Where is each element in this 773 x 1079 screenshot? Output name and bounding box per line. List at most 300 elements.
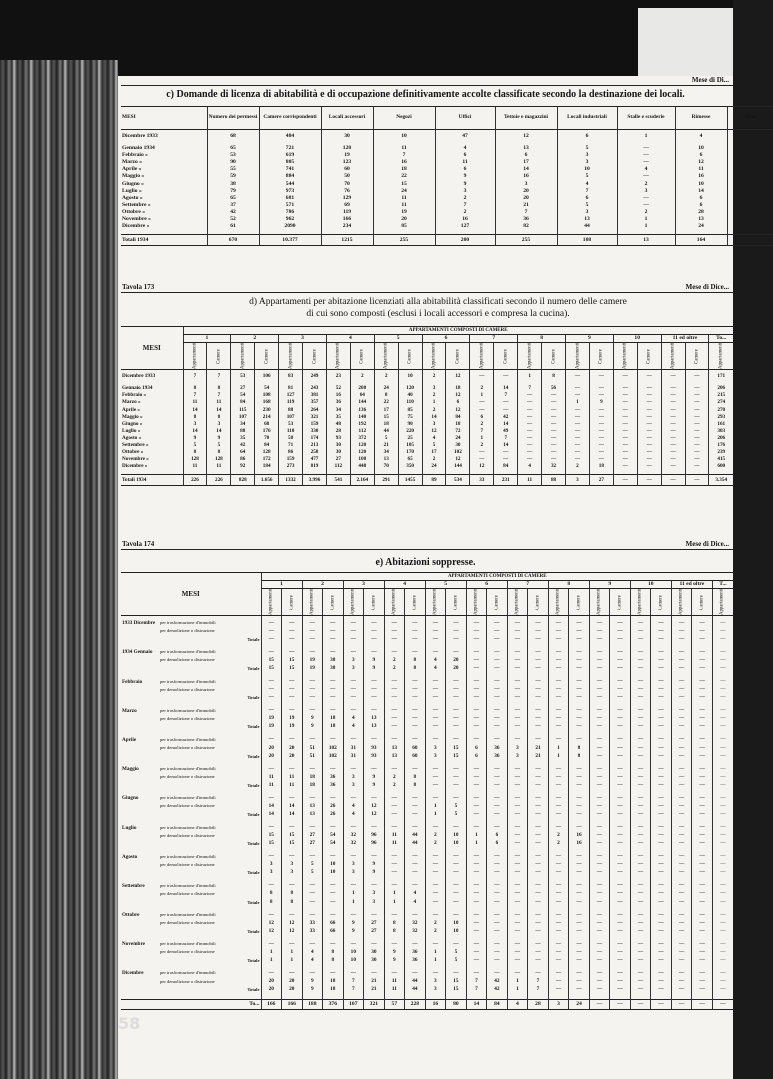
line-label: per demolizione o distruzione: [160, 890, 215, 896]
room-count-header: 10: [630, 581, 671, 589]
rooms-header: Camere: [528, 589, 549, 616]
table-d: [121, 326, 733, 486]
table-cell: —: [446, 627, 467, 635]
table-cell: —: [569, 656, 590, 664]
table-cell: —: [566, 428, 590, 435]
table-cell: —: [610, 986, 631, 994]
table-cell: 66: [323, 919, 344, 927]
month-label-cell: [121, 911, 261, 919]
table-cell: —: [566, 373, 590, 380]
room-count-header: 1: [183, 335, 231, 343]
table-cell: 54: [255, 385, 279, 392]
table-cell: 1: [617, 133, 675, 140]
table-cell: 10: [323, 869, 344, 877]
total-cell: —: [610, 999, 631, 1009]
table-cell: —: [589, 707, 610, 715]
table-row: [121, 209, 773, 216]
table-cell: 14: [183, 428, 207, 435]
table-cell: —: [446, 882, 467, 890]
month-line-row: [121, 707, 733, 715]
table-cell: —: [548, 940, 569, 948]
table-e-right: Mese di Dice...: [685, 540, 729, 548]
table-cell: —: [261, 736, 282, 744]
table-cell: —: [685, 385, 709, 392]
month-label-cell: [121, 861, 261, 869]
table-cell: 11: [183, 399, 207, 406]
room-count-header: 1: [261, 581, 302, 589]
rooms-header: Camere: [589, 343, 613, 370]
table-cell: —: [671, 781, 692, 789]
column-header: Note: [727, 107, 773, 130]
table-cell: 18: [446, 421, 470, 428]
table-cell: —: [566, 435, 590, 442]
table-cell: —: [548, 948, 569, 956]
table-cell: —: [671, 882, 692, 890]
table-cell: —: [528, 635, 549, 643]
line-label: per trasformazione d'immobili: [160, 882, 216, 888]
month-line-row: [121, 619, 733, 627]
table-row: [121, 133, 773, 140]
scan-corner: [638, 8, 733, 78]
table-cell: 61: [207, 223, 259, 230]
total-cell: 164: [675, 235, 727, 246]
table-cell: 14: [207, 428, 231, 435]
table-cell: —: [630, 665, 651, 673]
table-cell: 69: [321, 202, 373, 209]
table-cell: —: [548, 794, 569, 802]
table-cell: —: [692, 978, 713, 986]
table-cell: 5: [446, 948, 467, 956]
table-cell: 8: [261, 890, 282, 898]
table-cell: —: [610, 781, 631, 789]
table-cell: —: [671, 840, 692, 848]
table-cell: 2: [425, 927, 446, 935]
table-cell: —: [405, 723, 426, 731]
table-cell: 5: [302, 869, 323, 877]
table-cell: —: [610, 956, 631, 964]
table-cell: 168: [255, 399, 279, 406]
table-cell: 70: [255, 435, 279, 442]
month-line-row: [121, 765, 733, 773]
table-cell: 14: [422, 414, 446, 421]
table-cell: —: [425, 853, 446, 861]
month-line-row: [121, 802, 733, 810]
table-cell: 7: [343, 978, 364, 986]
table-cell: 6: [487, 840, 508, 848]
table-cell: 15: [282, 832, 303, 840]
apartments-header: Appartamenti: [566, 343, 590, 370]
line-label: Totale: [247, 957, 260, 963]
table-cell: 3: [507, 744, 528, 752]
table-cell: —: [282, 619, 303, 627]
table-cell: 33: [302, 927, 323, 935]
table-cell: —: [651, 861, 672, 869]
total-cell: —: [613, 475, 637, 486]
table-row: [121, 414, 733, 421]
table-cell: 50: [321, 173, 373, 180]
table-cell: —: [364, 736, 385, 744]
table-cell: —: [692, 648, 713, 656]
table-cell: —: [446, 794, 467, 802]
table-cell: 6: [675, 195, 727, 202]
table-cell: —: [466, 665, 487, 673]
table-cell: —: [610, 940, 631, 948]
table-cell: 192: [350, 421, 374, 428]
table-d-rule: [121, 292, 733, 293]
table-cell: 12: [282, 927, 303, 935]
apartments-header: Appartamenti: [326, 343, 350, 370]
table-cell: —: [617, 145, 675, 152]
table-cell: [727, 216, 773, 223]
table-cell: —: [589, 969, 610, 977]
table-cell: 721: [259, 145, 321, 152]
table-cell: —: [364, 694, 385, 702]
table-cell: —: [282, 853, 303, 861]
table-cell: —: [548, 969, 569, 977]
table-cell: 54: [323, 840, 344, 848]
table-cell: —: [466, 694, 487, 702]
total-cell: 200: [435, 235, 495, 246]
total-cell: 1.656: [255, 475, 279, 486]
table-cell: —: [507, 773, 528, 781]
table-cell: 27: [364, 927, 385, 935]
table-cell: —: [261, 794, 282, 802]
table-cell: —: [487, 890, 508, 898]
table-cell: 8: [323, 956, 344, 964]
table-cell: —: [617, 152, 675, 159]
table-cell: —: [446, 678, 467, 686]
apartments-header: Appartamenti: [302, 589, 323, 616]
table-cell: —: [487, 707, 508, 715]
table-cell: —: [302, 890, 323, 898]
table-cell: —: [712, 723, 733, 731]
table-cell: 53: [231, 373, 255, 380]
table-cell: 15: [446, 986, 467, 994]
table-cell: 2: [384, 665, 405, 673]
table-cell: 13: [374, 456, 398, 463]
table-cell: Dicembre 1933: [122, 373, 156, 380]
total-cell: —: [651, 999, 672, 1009]
table-cell: —: [364, 969, 385, 977]
month-name: Febbraio: [122, 678, 143, 685]
table-cell: —: [661, 392, 685, 399]
table-cell: —: [528, 919, 549, 927]
table-cell: Febbraio »: [122, 152, 148, 159]
table-cell: Maggio »: [122, 413, 143, 420]
month-label-cell: [121, 736, 261, 744]
table-cell: —: [692, 919, 713, 927]
table-cell: —: [528, 811, 549, 819]
table-cell: 16: [569, 840, 590, 848]
table-cell: 2: [566, 463, 590, 470]
table-cell: —: [528, 882, 549, 890]
table-cell: —: [364, 707, 385, 715]
apartments-header: Appartamenti: [422, 343, 446, 370]
table-cell: —: [470, 373, 494, 380]
table-cell: —: [528, 736, 549, 744]
table-cell: —: [589, 940, 610, 948]
table-cell: —: [692, 752, 713, 760]
month-label-cell: [121, 627, 261, 635]
table-cell: 11: [207, 399, 231, 406]
rooms-header: Camere: [323, 589, 344, 616]
table-cell: —: [384, 707, 405, 715]
table-cell: —: [671, 890, 692, 898]
table-cell: 31: [343, 744, 364, 752]
table-cell: 206: [709, 435, 733, 442]
month-line-row: [121, 978, 733, 986]
table-cell: 110: [398, 399, 422, 406]
table-cell: —: [487, 919, 508, 927]
table-cell: 71: [279, 442, 303, 449]
rooms-header: Camere: [494, 343, 518, 370]
table-cell: —: [405, 686, 426, 694]
table-cell: 3: [557, 152, 617, 159]
table-cell: —: [542, 435, 566, 442]
table-cell: —: [487, 956, 508, 964]
apartments-header: Appartamenti: [518, 343, 542, 370]
table-cell: —: [692, 986, 713, 994]
line-label: per trasformazione d'immobili: [160, 649, 216, 655]
table-cell: 18: [374, 421, 398, 428]
table-cell: —: [630, 911, 651, 919]
table-cell: 18: [323, 986, 344, 994]
table-cell: —: [507, 869, 528, 877]
table-cell: —: [548, 978, 569, 986]
table-cell: 88: [231, 428, 255, 435]
total-cell: 255: [495, 235, 557, 246]
table-cell: 9: [302, 723, 323, 731]
table-cell: —: [548, 853, 569, 861]
table-cell: 27: [302, 840, 323, 848]
table-row: [121, 216, 773, 223]
table-cell: 13: [675, 216, 727, 223]
table-cell: 32: [343, 840, 364, 848]
table-cell: —: [610, 978, 631, 986]
table-cell: —: [364, 686, 385, 694]
table-cell: —: [569, 648, 590, 656]
line-label: per trasformazione d'immobili: [160, 707, 216, 713]
table-cell: —: [692, 744, 713, 752]
table-cell: 93: [364, 744, 385, 752]
table-cell: —: [302, 794, 323, 802]
table-cell: —: [302, 635, 323, 643]
room-count-header: 8: [518, 335, 566, 343]
table-cell: —: [569, 927, 590, 935]
table-cell: —: [261, 911, 282, 919]
table-c-title: c) Domande di licenza di abitabilità e di occupazione definitivamente accolte classificate secondo la destinazione dei locali.: [166, 89, 685, 100]
table-cell: —: [405, 861, 426, 869]
table-cell: —: [343, 824, 364, 832]
table-cell: —: [364, 765, 385, 773]
table-cell: —: [405, 882, 426, 890]
table-cell: —: [610, 824, 631, 832]
table-cell: —: [651, 686, 672, 694]
table-cell: —: [685, 456, 709, 463]
total-cell: 166: [282, 999, 303, 1009]
table-row: [121, 373, 733, 380]
table-cell: 51: [302, 744, 323, 752]
table-cell: Maggio »: [122, 173, 145, 180]
line-label: per demolizione o distruzione: [160, 861, 215, 867]
table-cell: —: [528, 840, 549, 848]
table-cell: 2: [422, 392, 446, 399]
line-label: per demolizione o distruzione: [160, 628, 215, 634]
table-cell: —: [589, 824, 610, 832]
table-cell: —: [630, 919, 651, 927]
table-row: [121, 152, 773, 159]
table-cell: 24: [374, 385, 398, 392]
table-cell: 81: [279, 385, 303, 392]
table-cell: —: [528, 956, 549, 964]
table-cell: —: [261, 765, 282, 773]
table-cell: 30: [364, 948, 385, 956]
table-cell: 5: [557, 173, 617, 180]
table-cell: —: [637, 463, 661, 470]
table-cell: —: [487, 678, 508, 686]
column-header: Tettoie e magazzini: [495, 107, 557, 130]
room-count-header: 4: [326, 335, 374, 343]
table-cell: 741: [259, 166, 321, 173]
table-cell: 1: [470, 392, 494, 399]
month-label-cell: [121, 648, 261, 656]
table-cell: —: [487, 969, 508, 977]
table-cell: 2: [425, 840, 446, 848]
table-cell: —: [446, 861, 467, 869]
table-cell: 10: [398, 373, 422, 380]
table-cell: 112: [350, 428, 374, 435]
table-cell: 10: [446, 832, 467, 840]
table-cell: —: [282, 969, 303, 977]
table-cell: —: [507, 948, 528, 956]
table-cell: —: [712, 890, 733, 898]
table-cell: 106: [255, 373, 279, 380]
table-cell: —: [384, 969, 405, 977]
table-cell: 32: [405, 927, 426, 935]
line-label: Totale: [247, 666, 260, 672]
table-cell: 6: [435, 152, 495, 159]
table-cell: 4: [343, 811, 364, 819]
table-cell: 4: [675, 133, 727, 140]
table-e: [121, 572, 733, 1010]
table-cell: —: [425, 619, 446, 627]
table-cell: —: [692, 794, 713, 802]
table-cell: —: [566, 414, 590, 421]
table-cell: 27: [302, 832, 323, 840]
table-row: [121, 188, 773, 195]
table-row: [121, 442, 733, 449]
table-cell: 1: [282, 956, 303, 964]
month-label-cell: [121, 832, 261, 840]
table-cell: —: [487, 794, 508, 802]
table-cell: —: [712, 811, 733, 819]
table-cell: —: [405, 627, 426, 635]
apartments-header: Appartamenti: [589, 589, 610, 616]
table-cell: —: [569, 811, 590, 819]
table-cell: 7: [466, 978, 487, 986]
month-line-row: [121, 744, 733, 752]
table-cell: 22: [373, 173, 435, 180]
table-cell: —: [671, 752, 692, 760]
table-cell: —: [548, 707, 569, 715]
table-cell: —: [630, 832, 651, 840]
table-cell: 11: [207, 463, 231, 470]
table-cell: 12: [282, 919, 303, 927]
table-cell: 1: [425, 948, 446, 956]
table-cell: —: [661, 385, 685, 392]
table-cell: Dicembre »: [122, 223, 150, 230]
apartments-header: Appartamenti: [712, 589, 733, 616]
top-right-header: Mese di Di...: [691, 76, 729, 84]
table-cell: 85: [373, 223, 435, 230]
table-cell: 14: [495, 166, 557, 173]
table-cell: Ottobre »: [122, 208, 146, 215]
table-cell: —: [446, 911, 467, 919]
table-cell: —: [651, 794, 672, 802]
table-cell: 2: [350, 373, 374, 380]
table-cell: —: [528, 794, 549, 802]
table-cell: 805: [259, 159, 321, 166]
table-cell: 9: [364, 781, 385, 789]
table-cell: 42: [487, 986, 508, 994]
table-cell: 2: [548, 840, 569, 848]
table-cell: 273: [279, 463, 303, 470]
table-cell: —: [589, 781, 610, 789]
table-cell: 8: [261, 898, 282, 906]
table-cell: 8: [405, 665, 426, 673]
table-cell: 24: [675, 223, 727, 230]
total-cell: —: [661, 475, 685, 486]
table-cell: 2: [470, 385, 494, 392]
table-cell: —: [425, 765, 446, 773]
table-cell: —: [261, 707, 282, 715]
table-cell: 884: [259, 173, 321, 180]
table-cell: —: [671, 811, 692, 819]
table-cell: —: [507, 715, 528, 723]
table-cell: —: [384, 861, 405, 869]
table-cell: 19: [373, 209, 435, 216]
table-cell: —: [528, 715, 549, 723]
table-cell: 68: [207, 133, 259, 140]
table-cell: —: [589, 911, 610, 919]
table-cell: 234: [321, 223, 373, 230]
table-cell: 2: [384, 656, 405, 664]
month-line-row: [121, 694, 733, 702]
table-cell: —: [323, 911, 344, 919]
table-cell: —: [613, 385, 637, 392]
table-cell: —: [712, 986, 733, 994]
line-label: Totale: [247, 753, 260, 759]
month-label-cell: [121, 794, 261, 802]
room-count-header: 5: [425, 581, 466, 589]
table-cell: —: [566, 385, 590, 392]
table-cell: —: [364, 794, 385, 802]
table-cell: —: [685, 373, 709, 380]
table-cell: 12: [261, 927, 282, 935]
table-cell: —: [661, 414, 685, 421]
table-cell: 3: [422, 385, 446, 392]
table-cell: —: [487, 948, 508, 956]
table-cell: —: [589, 744, 610, 752]
table-cell: —: [610, 911, 631, 919]
table-cell: —: [466, 824, 487, 832]
table-row: [121, 181, 773, 188]
table-cell: 7: [183, 392, 207, 399]
table-cell: —: [384, 736, 405, 744]
table-cell: —: [487, 802, 508, 810]
table-cell: —: [637, 407, 661, 414]
table-cell: —: [610, 794, 631, 802]
